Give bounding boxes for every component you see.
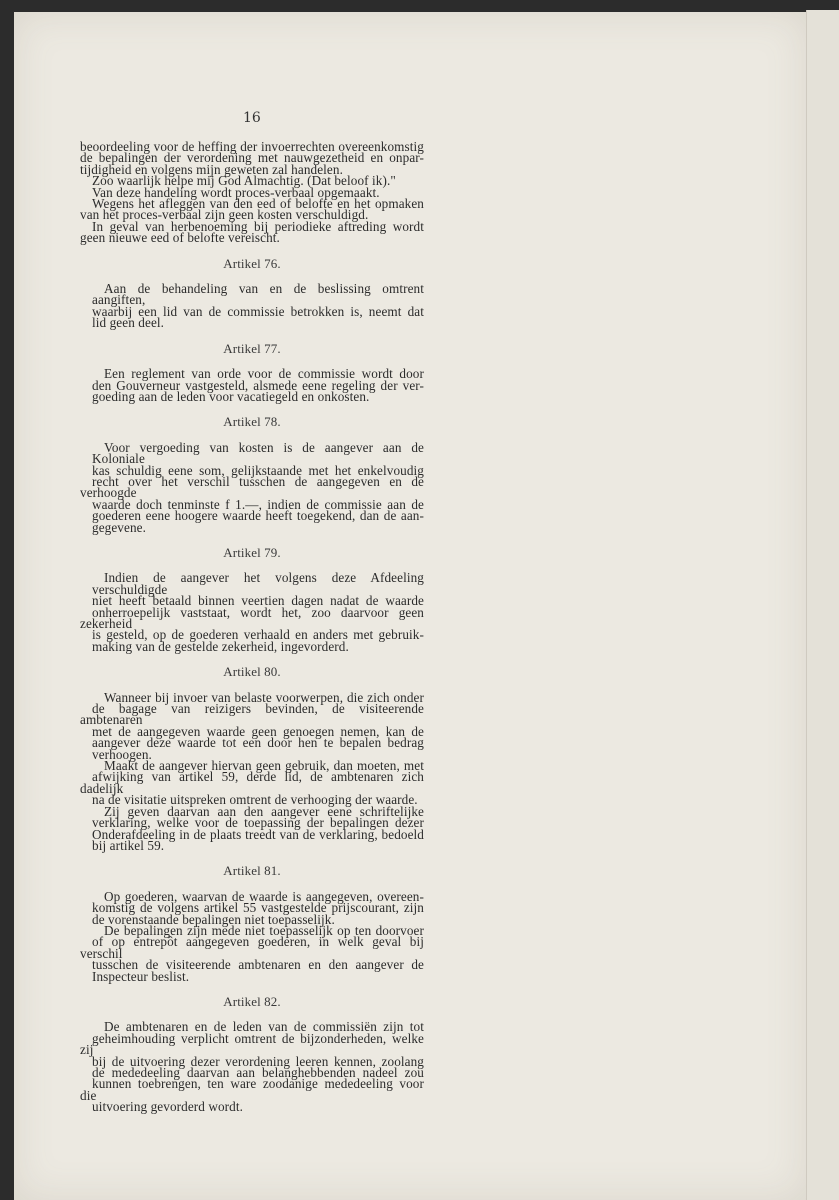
text-line: Onderafdeeling in de plaats treedt van de verklaring, bedoeld (92, 826, 424, 842)
article-paragraph (80, 368, 424, 402)
text-line: Op goederen, waarvan de waarde is aangegeven, overeen- (104, 888, 424, 904)
text-line: of op entrepôt aangegeven goederen, in welk geval bij verschil (80, 934, 424, 961)
text-line: bij de uitvoering dezer verordening leeren kennen, zoolang (92, 1053, 424, 1069)
article-heading: Artikel 78. (223, 414, 281, 430)
article-paragraph (80, 888, 424, 984)
article-heading: Artikel 80. (223, 664, 281, 680)
text-line: recht over het verschil tusschen de aangegeven en de verhoogde (80, 473, 424, 501)
text-line: Wanneer bij invoer van belaste voorwerpen, die zich onder (104, 689, 424, 705)
article-heading: Artikel 82. (223, 993, 281, 1009)
text-line: beoordeeling voor de heffing der invoerrechten overeenkomstig (80, 139, 424, 154)
article-paragraph (80, 283, 424, 329)
intro-paragraph (80, 141, 424, 244)
text-line: niet heeft betaald binnen veertien dagen nadat de waarde (92, 593, 424, 609)
text-line: Inspecteur beslist. (92, 968, 190, 984)
text-line: De ambtenaren en de leden van de commissiën zijn tot (104, 1019, 424, 1035)
article-heading: Artikel 79. (223, 544, 281, 560)
text-line: Aan de behandeling van en de beslissing omtrent aangiften, (92, 281, 424, 308)
text-line: Voor vergoeding van kosten is de aangever aan de Koloniale (92, 439, 424, 467)
text-line: van het proces-verbaal zijn geen kosten verschuldigd. (80, 207, 369, 223)
text-line: met de aangegeven waarde geen genoegen nemen, kan de (92, 723, 424, 739)
article-paragraph (80, 1019, 424, 1115)
text-line: onherroepelijk vaststaat, wordt het, zoo daarvoor geen zekerheid (80, 604, 424, 631)
text-line: aangever deze waarde tot een door hen te bepalen bedrag (92, 735, 424, 751)
text-line: afwijking van artikel 59, derde lid, de ambtenaren zich dadelijk (80, 769, 424, 796)
text-line: lid geen deel. (92, 315, 165, 331)
text-line: waarbij een lid van de commissie betrokken is, neemt dat (92, 303, 424, 319)
text-line: uitvoering gevorderd wordt. (92, 1099, 244, 1115)
article-paragraph (80, 439, 424, 535)
next-page-edge (806, 10, 839, 1200)
text-line: Van deze handeling wordt proces-verbaal opgemaakt. (92, 184, 380, 200)
text-line: kas schuldig eene som, gelijkstaande met het enkelvoudig (92, 462, 424, 478)
text-line: Zoo waarlijk helpe mij God Almachtig. (Dat beloof ik)." (92, 173, 396, 189)
text-line: Wegens het afleggen van den eed of belofte en het opmaken (92, 196, 424, 212)
text-line: geheimhouding verplicht omtrent de bijzonderheden, welke zij (80, 1030, 424, 1058)
text-line: De bepalingen zijn mede niet toepasselijk op ten doorvoer (104, 922, 424, 938)
text-line: Zij geven daarvan aan den aangever eene schriftelijke (104, 803, 424, 819)
text-line: Een reglement van orde voor de commissie wordt door (104, 366, 424, 382)
article-heading: Artikel 81. (223, 863, 281, 879)
text-line: verhoogen. (92, 746, 152, 762)
text-line: kunnen toebrengen, ten ware zoodanige mededeeling voor die (80, 1076, 424, 1103)
text-line: de bagage van reizigers bevinden, de visiteerende ambtenaren (80, 701, 424, 728)
text-line: de bepalingen der verordening met nauwgezetheid en onpar- (80, 150, 424, 166)
page-number: 16 (243, 110, 261, 126)
text-line: tijdigheid en volgens mijn geweten zal handelen. (80, 161, 343, 177)
article-paragraph (80, 572, 424, 652)
text-line: na de visitatie uitspreken omtrent de verhooging der waarde. (92, 792, 418, 808)
text-line: is gesteld, op de goederen verhaald en anders met gebruik- (92, 627, 424, 643)
text-line: goeding aan de leden voor vacatiegeld en onkosten. (92, 388, 370, 404)
text-line: de mededeeling daarvan aan belanghebbenden nadeel zou (92, 1065, 424, 1080)
text-line: gegevene. (92, 519, 146, 535)
text-line: Maakt de aangever hiervan geen gebruik, dan moeten, met (104, 758, 424, 774)
article-heading: Artikel 76. (223, 255, 281, 271)
text-line: bij artikel 59. (92, 837, 165, 853)
text-line: komstig de volgens artikel 55 vastgestelde prijscourant, zijn (92, 900, 424, 916)
document-body (80, 141, 424, 1113)
text-line: Indien de aangever het volgens deze Afdeeling verschuldigde (92, 570, 424, 597)
text-line: den Gouverneur vastgesteld, alsmede eene regeling der ver- (92, 377, 424, 393)
text-line: de vorenstaande bepalingen niet toepasselijk. (92, 911, 335, 927)
text-line: goederen eene hoogere waarde heeft toegekend, dan de aan- (92, 508, 424, 524)
text-line: geen nieuwe eed of belofte vereischt. (80, 230, 280, 246)
article-heading: Artikel 77. (223, 340, 281, 356)
text-line: tusschen de visiteerende ambtenaren en den aangever de (92, 957, 424, 973)
text-line: waarde doch tenminste f 1.—, indien de commissie aan de (92, 496, 424, 512)
text-line: In geval van herbenoeming bij periodieke aftreding wordt (92, 218, 424, 234)
text-line: making van de gestelde zekerheid, ingevorderd. (92, 638, 349, 654)
text-line: verklaring, welke voor de toepassing der bepalingen dezer (92, 815, 424, 831)
article-paragraph (80, 689, 424, 853)
